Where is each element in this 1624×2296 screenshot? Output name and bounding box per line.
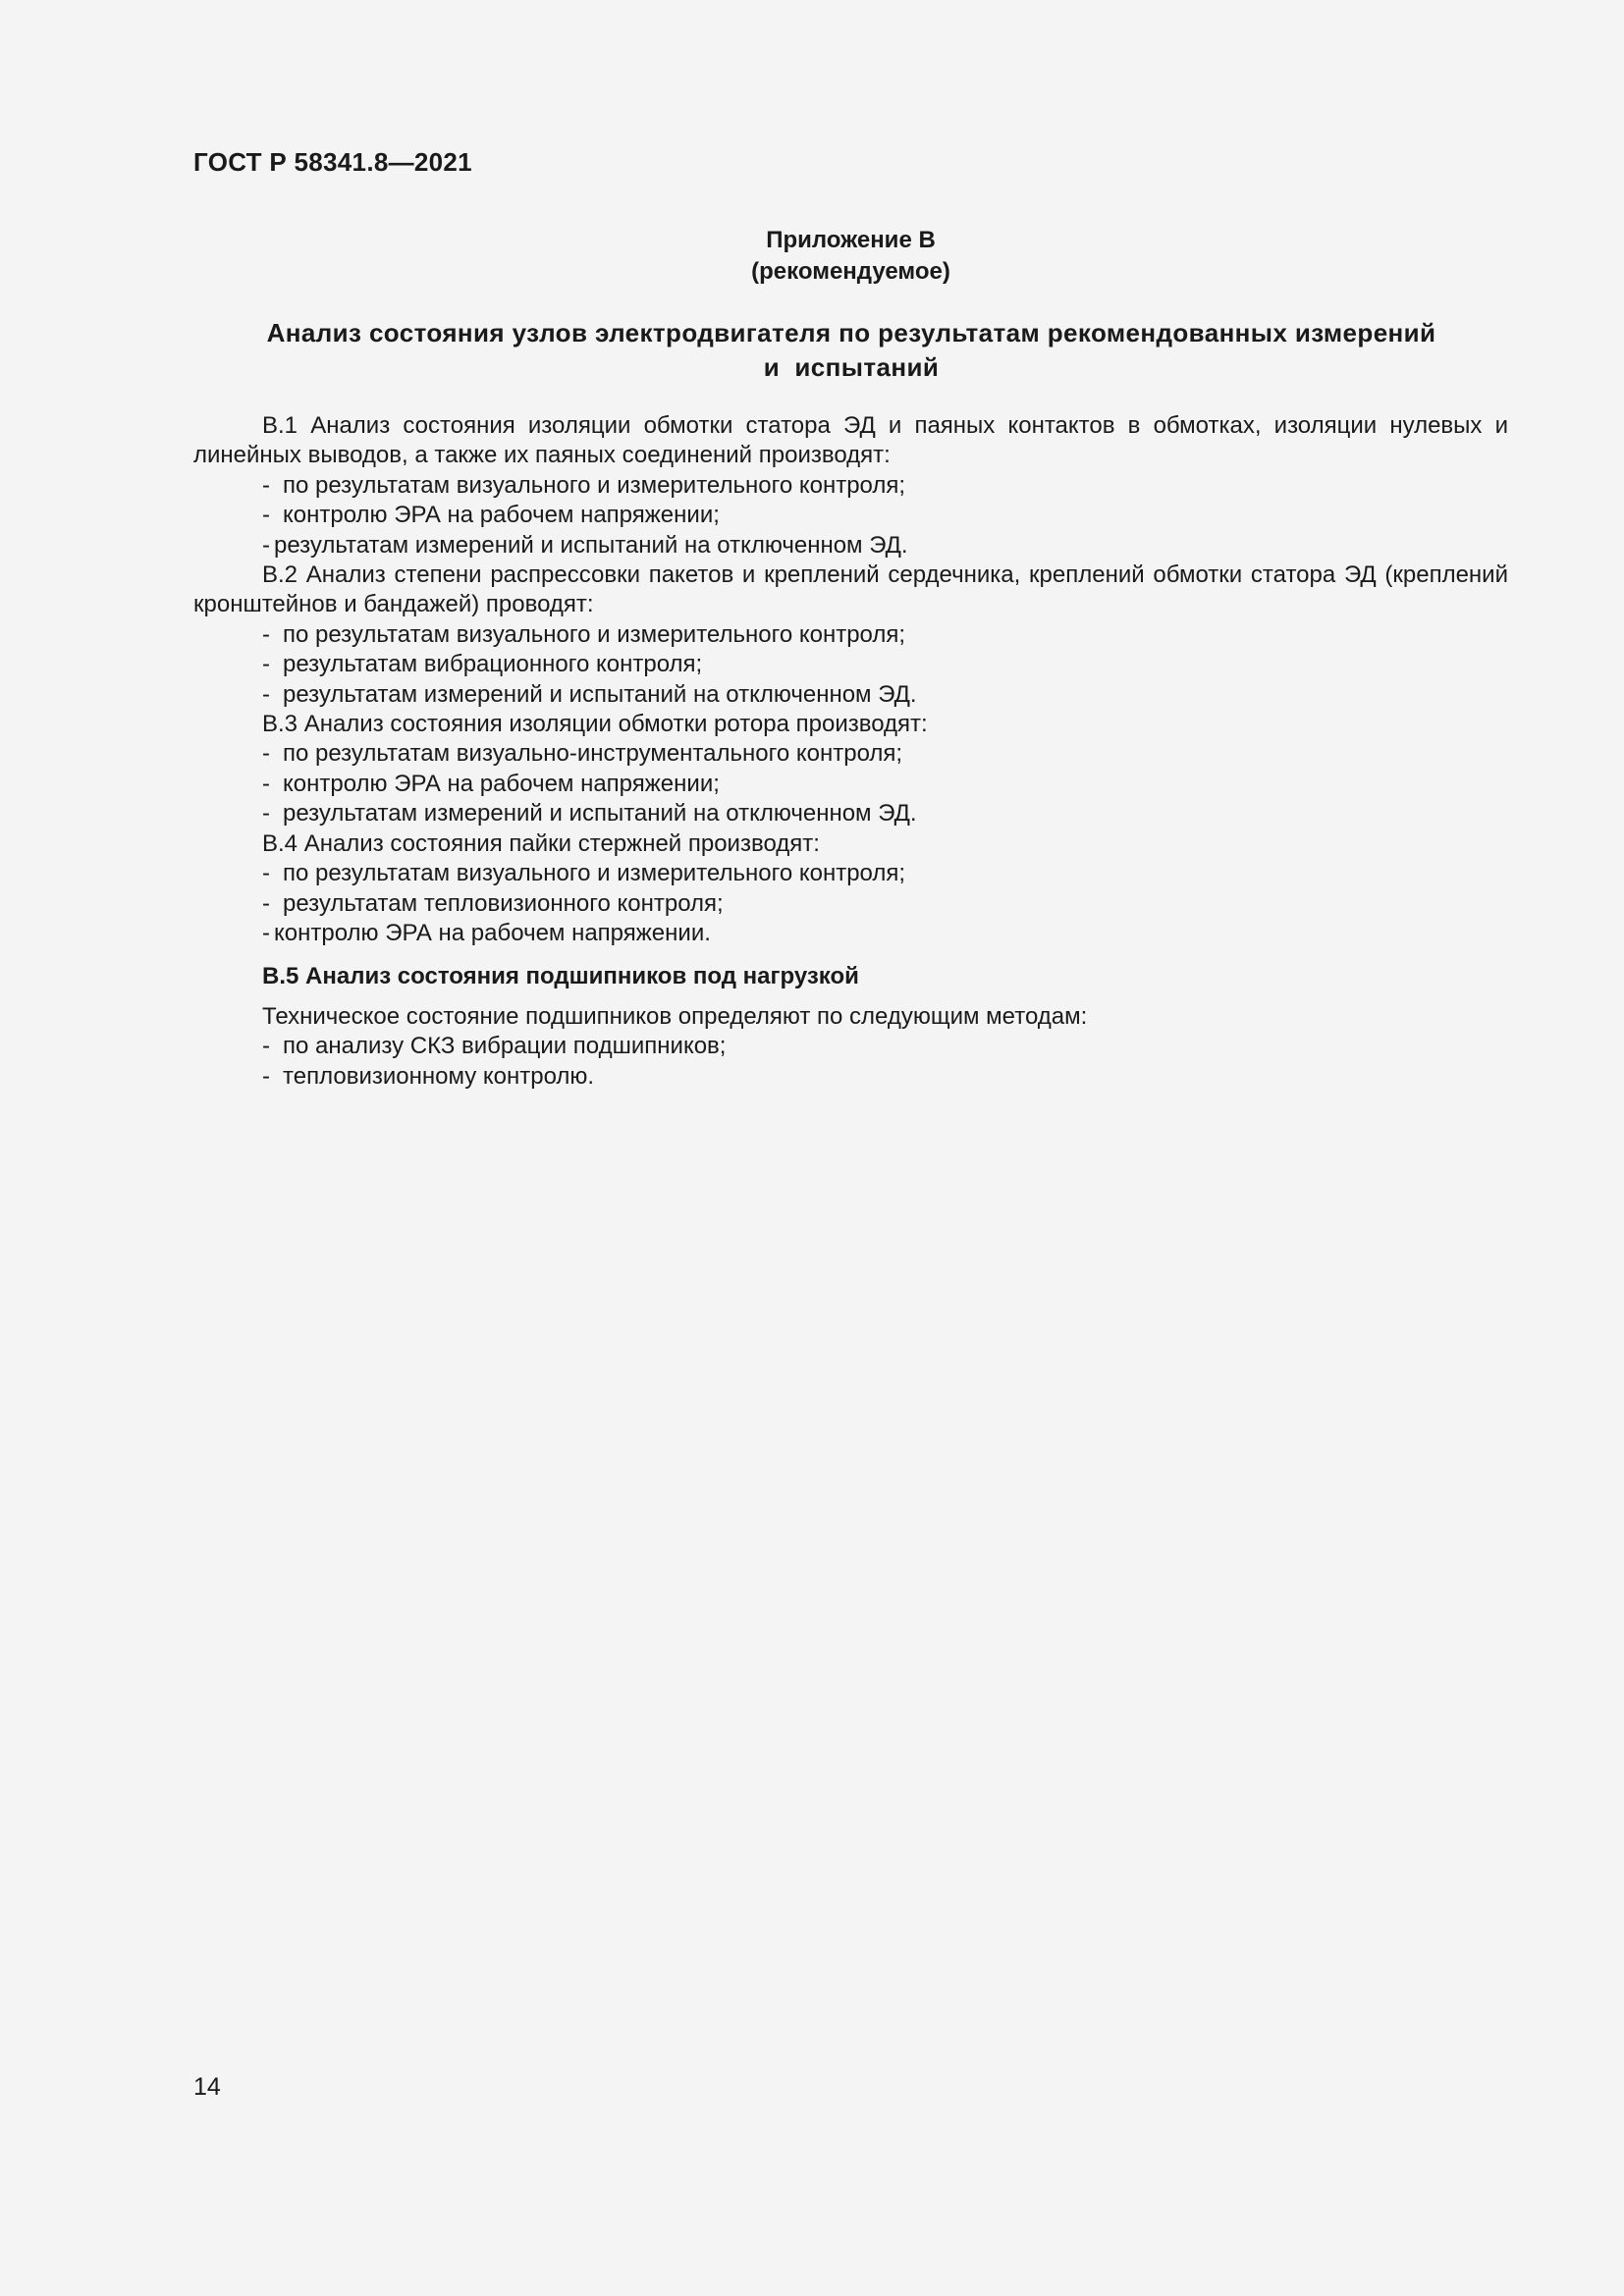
section-b1-text: В.1 Анализ состояния изоляции обмотки статора ЭД и паяных контактов в обмотках, изоляции нулевых и линейных выводов, а также их паяных соединений производят: bbox=[193, 412, 1508, 469]
page-number: 14 bbox=[193, 2073, 221, 2101]
document-body bbox=[193, 411, 1508, 1092]
list-item: - результатам измерений и испытаний на отключенном ЭД. bbox=[262, 800, 917, 828]
list-item: - по результатам визуального и измерительного контроля; bbox=[262, 620, 906, 648]
list-item: - результатам измерений и испытаний на отключенном ЭД. bbox=[262, 531, 908, 559]
list-item: - по анализу СКЗ вибрации подшипников; bbox=[262, 1033, 727, 1060]
section-b2-text: В.2 Анализ степени распрессовки пакетов и креплений сердечника, креплений обмотки статора ЭД (креплений кронштейнов и бандажей) проводят: bbox=[193, 561, 1508, 618]
list-item: - результатам тепловизионного контроля; bbox=[262, 889, 724, 917]
section-b5-text: Техническое состояние подшипников определяют по следующим методам: bbox=[262, 1002, 1088, 1030]
list-item: - результатам измерений и испытаний на отключенном ЭД. bbox=[262, 680, 917, 708]
list-item: - контролю ЭРА на рабочем напряжении; bbox=[262, 770, 720, 797]
list-item: - по результатам визуального и измерительного контроля; bbox=[262, 860, 906, 887]
list-item: - результатам вибрационного контроля; bbox=[262, 651, 703, 678]
list-item: - тепловизионному контролю. bbox=[262, 1062, 595, 1090]
section-b5-heading: В.5 Анализ состояния подшипников под нагрузкой bbox=[262, 963, 859, 990]
annex-title-line-1: Анализ состояния узлов электродвигателя по результатам рекомендованных измерений bbox=[266, 318, 1436, 347]
section-b4-text: В.4 Анализ состояния пайки стержней производят: bbox=[262, 829, 820, 857]
document-code: ГОСТ Р 58341.8—2021 bbox=[193, 147, 472, 177]
section-b3-text: В.3 Анализ состояния изоляции обмотки ротора производят: bbox=[262, 711, 928, 738]
annex-title-line-2: и испытаний bbox=[763, 352, 940, 382]
list-item: - по результатам визуально-инструментального контроля; bbox=[262, 740, 903, 768]
annex-label: Приложение В bbox=[766, 227, 936, 253]
list-item: - контролю ЭРА на рабочем напряжении. bbox=[262, 919, 711, 946]
annex-status: (рекомендуемое) bbox=[751, 258, 950, 285]
list-item: - контролю ЭРА на рабочем напряжении; bbox=[262, 502, 720, 529]
annex-header bbox=[0, 225, 1624, 288]
annex-title bbox=[193, 316, 1509, 385]
list-item: - по результатам визуального и измерительного контроля; bbox=[262, 471, 906, 499]
